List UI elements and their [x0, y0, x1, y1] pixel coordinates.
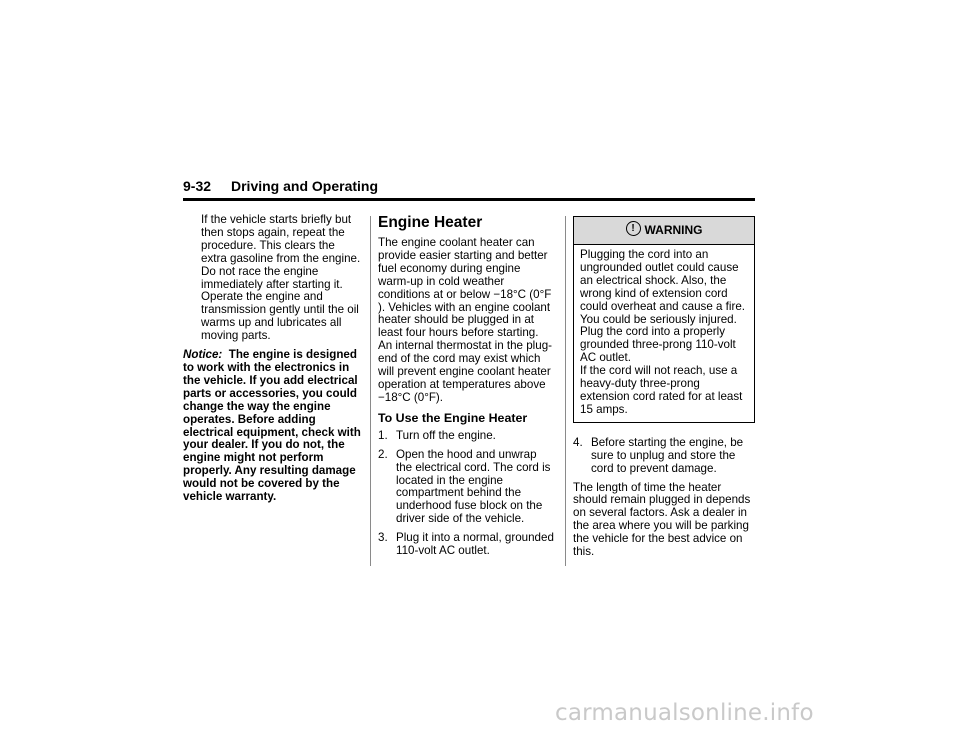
notice-label: Notice:	[183, 348, 223, 362]
thermostat-paragraph: An internal thermostat in the plug-end of the cord may exist which will prevent engine coolant heater operation at temperatures above −18°C (0°F).	[378, 339, 553, 404]
step-number: 3.	[378, 531, 388, 545]
list-item	[573, 437, 755, 476]
section-heading: Engine Heater	[378, 214, 483, 231]
watermark: carmanualsonline.info	[555, 700, 814, 726]
step-number: 2.	[378, 447, 388, 461]
step-text: Open the hood and unwrap the electrical cord. The cord is located in the engine compartment behind the underhood fuse block on the driver side of the vehicle.	[396, 447, 551, 526]
closing-paragraph: The length of time the heater should remain plugged in depends on several factors. Ask a dealer in the area where you will be parking the vehicle for the best advice on this.	[573, 480, 751, 559]
procedure-paragraph: If the vehicle starts briefly but then stops again, repeat the procedure. This clears the extra gasoline from the engine. Do not race the engine immediately after starting it. Operate the engine and transmission gently until the oil warms up and lubricates all moving parts.	[201, 213, 361, 343]
notice-text: The engine is designed to work with the electronics in the vehicle. If you add electrical parts or accessories, you could change the way the engine operates. Before adding electrical equipment, check with your dealer. If you do not, the engine might not perform properly. Any resulting damage would not be covered by the vehicle warranty.	[183, 348, 361, 504]
section-title: Driving and Operating	[231, 178, 379, 194]
subheading: To Use the Engine Heater	[378, 410, 528, 425]
step-number: 4.	[573, 435, 583, 449]
warning-body	[574, 245, 754, 422]
warning-circle-icon: !	[626, 221, 641, 236]
column-divider-1	[370, 216, 371, 566]
step-number: 1.	[378, 428, 388, 442]
page-number: 9-32	[183, 178, 212, 194]
warning-header	[574, 217, 754, 245]
warning-text-2: If the cord will not reach, use a heavy-duty three-prong extension cord rated for at least 15 amps.	[580, 364, 743, 416]
step-text: Before starting the engine, be sure to unplug and store the cord to prevent damage.	[591, 435, 744, 475]
list-item	[378, 449, 554, 526]
notice-paragraph	[183, 349, 363, 504]
column-2	[378, 214, 554, 564]
warning-text: Plugging the cord into an ungrounded outlet could cause an electrical shock. Also, the wrong kind of extension cord could overheat and cause a fire. You could be seriously injured. Plug the cord into a properly grounded three-prong 110-volt AC outlet.	[580, 248, 745, 365]
column-divider-2	[565, 216, 566, 566]
list-item	[378, 532, 554, 558]
column-1	[183, 214, 363, 510]
step-text: Plug it into a normal, grounded 110-volt AC outlet.	[396, 531, 554, 558]
step-text: Turn off the engine.	[396, 428, 496, 442]
list-item	[378, 430, 554, 443]
intro-paragraph: The engine coolant heater can provide easier starting and better fuel economy during engine warm-up in cold weather conditions at or below −18°C (0°F ). Vehicles with an engine coolant heater should be plugged in at least four hours before starting.	[378, 236, 552, 340]
steps-list-continued	[573, 437, 755, 476]
column-3	[573, 216, 755, 565]
steps-list	[378, 430, 554, 558]
page-header	[183, 178, 755, 201]
warning-title: WARNING	[644, 223, 703, 237]
warning-box	[573, 216, 755, 423]
